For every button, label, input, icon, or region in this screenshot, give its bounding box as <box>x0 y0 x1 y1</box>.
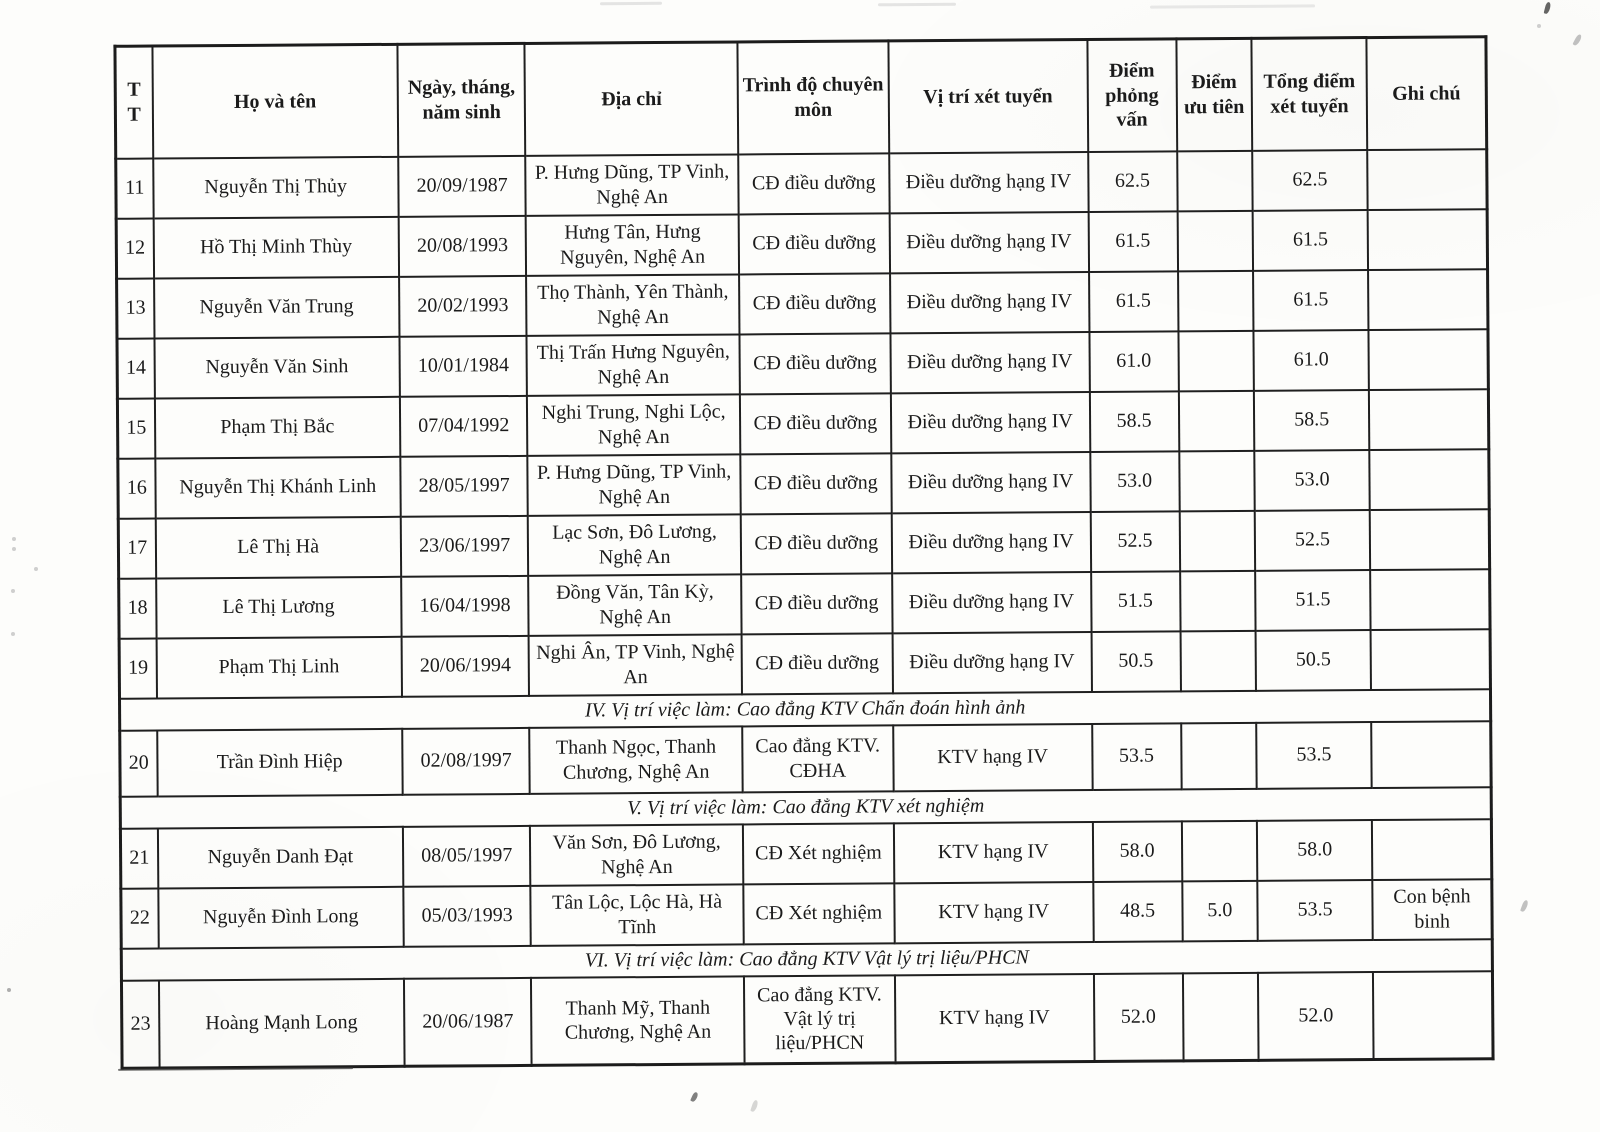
cell-priority-score <box>1181 722 1257 789</box>
table-row <box>118 449 1489 519</box>
cell-name: Trần Đình Hiệp <box>157 728 403 796</box>
scan-artifact <box>600 2 662 6</box>
cell-position: KTV hạng IV <box>893 723 1092 790</box>
table-row <box>116 149 1487 219</box>
cell-interview-score: 61.0 <box>1089 331 1179 392</box>
cell-total-score: 53.0 <box>1254 450 1370 511</box>
table-row <box>116 209 1487 279</box>
scan-artifact <box>12 547 16 551</box>
cell-tt: 22 <box>121 888 158 948</box>
cell-priority-score <box>1180 630 1256 691</box>
column-header-dob: Ngày, tháng, năm sinh <box>397 43 525 156</box>
cell-note <box>1367 149 1487 210</box>
section-header-label: VI. Vị trí việc làm: Cao đẳng KTV Vật lý trị liệu/PHCN <box>121 939 1492 981</box>
scan-artifact <box>12 537 16 541</box>
cell-tt: 18 <box>119 578 156 638</box>
cell-position: Điều dưỡng hạng IV <box>891 392 1090 453</box>
cell-address: Thọ Thành, Yên Thành, Nghệ An <box>526 274 739 335</box>
table-row <box>119 569 1490 639</box>
cell-priority-score <box>1178 390 1254 451</box>
cell-total-score: 61.5 <box>1253 210 1369 271</box>
cell-degree: CĐ điều dưỡng <box>741 633 892 694</box>
cell-dob: 10/01/1984 <box>399 335 527 396</box>
cell-address: Hưng Tân, Hưng Nguyên, Nghệ An <box>526 214 739 275</box>
candidate-results-table <box>113 35 1494 1070</box>
cell-tt: 21 <box>120 828 157 888</box>
cell-name: Hồ Thị Minh Thùy <box>153 216 399 278</box>
table-row <box>120 721 1491 797</box>
cell-tt: 14 <box>117 338 154 398</box>
cell-priority-score <box>1183 972 1259 1061</box>
cell-position: Điều dưỡng hạng IV <box>889 152 1088 213</box>
cell-name: Nguyễn Văn Trung <box>154 276 400 338</box>
cell-priority-score <box>1178 330 1254 391</box>
scan-artifact <box>750 1100 758 1113</box>
scan-artifact <box>7 988 11 992</box>
scan-artifact <box>1150 4 1315 8</box>
cell-name: Phạm Thị Bắc <box>154 396 400 458</box>
cell-dob: 02/08/1997 <box>402 727 530 794</box>
cell-address: P. Hưng Dũng, TP Vinh, Nghệ An <box>528 454 741 515</box>
cell-interview-score: 53.0 <box>1090 451 1180 512</box>
cell-degree: CĐ điều dưỡng <box>738 153 889 214</box>
cell-position: Điều dưỡng hạng IV <box>892 631 1091 692</box>
cell-note <box>1369 449 1489 510</box>
scan-artifact <box>1544 2 1552 15</box>
cell-total-score: 62.5 <box>1252 150 1368 211</box>
cell-priority-score <box>1179 510 1255 571</box>
cell-position: Điều dưỡng hạng IV <box>891 512 1090 573</box>
scan-artifact <box>11 632 15 636</box>
cell-name: Hoàng Mạnh Long <box>158 978 404 1068</box>
cell-degree: Cao đẳng KTV. CĐHA <box>742 725 893 792</box>
cell-dob: 20/08/1993 <box>399 215 527 276</box>
column-header-address: Địa chỉ <box>525 42 738 155</box>
column-header-tt: TT <box>115 46 153 158</box>
table-row <box>117 389 1488 459</box>
cell-position: Điều dưỡng hạng IV <box>890 332 1089 393</box>
cell-priority-score: 5.0 <box>1182 880 1258 941</box>
cell-interview-score: 62.5 <box>1088 151 1178 212</box>
table-row <box>118 509 1489 579</box>
cell-degree: CĐ điều dưỡng <box>741 573 892 634</box>
cell-address: Đồng Văn, Tân Kỳ, Nghệ An <box>529 574 742 635</box>
cell-note <box>1369 389 1489 450</box>
cell-address: Văn Sơn, Đô Lương, Nghệ An <box>530 824 743 885</box>
cell-tt: 15 <box>117 398 154 458</box>
cell-position: KTV hạng IV <box>894 821 1093 882</box>
scan-artifact <box>690 1091 699 1102</box>
cell-tt: 23 <box>121 980 159 1068</box>
cell-address: Nghi Trung, Nghi Lộc, Nghệ An <box>527 394 740 455</box>
cell-priority-score <box>1181 820 1257 881</box>
table-header-row <box>115 37 1487 159</box>
cell-dob: 16/04/1998 <box>401 575 529 636</box>
cell-dob: 23/06/1997 <box>401 515 529 576</box>
cell-total-score: 61.0 <box>1253 330 1369 391</box>
cell-interview-score: 61.5 <box>1089 271 1179 332</box>
cell-note <box>1369 329 1489 390</box>
cell-tt: 11 <box>116 158 153 218</box>
table-row <box>119 629 1490 699</box>
cell-position: Điều dưỡng hạng IV <box>889 212 1088 273</box>
cell-tt: 12 <box>116 218 153 278</box>
cell-dob: 05/03/1993 <box>403 885 531 946</box>
cell-position: Điều dưỡng hạng IV <box>892 571 1091 632</box>
cell-name: Nguyễn Văn Sinh <box>154 336 400 398</box>
cell-name: Phạm Thị Linh <box>156 636 402 698</box>
cell-address: Thị Trấn Hưng Nguyên, Nghệ An <box>527 334 740 395</box>
column-header-priority-score: Điểm ưu tiên <box>1176 38 1252 151</box>
cell-interview-score: 61.5 <box>1088 211 1178 272</box>
cell-note <box>1368 269 1488 330</box>
cell-position: KTV hạng IV <box>894 881 1093 942</box>
table-row <box>121 879 1492 949</box>
scan-artifact <box>878 3 956 7</box>
table-row <box>121 971 1493 1069</box>
scan-artifact <box>34 567 38 571</box>
cell-note: Con bệnh binh <box>1372 879 1492 940</box>
cell-priority-score <box>1179 450 1255 511</box>
cell-note <box>1368 209 1488 270</box>
cell-dob: 20/09/1987 <box>398 155 526 216</box>
cell-interview-score: 48.5 <box>1093 881 1183 942</box>
column-header-interview-score: Điểm phỏng vấn <box>1087 39 1177 152</box>
cell-position: KTV hạng IV <box>895 973 1094 1062</box>
scan-artifact <box>1572 34 1582 47</box>
column-header-total-score: Tổng điểm xét tuyển <box>1251 38 1367 151</box>
cell-name: Nguyễn Đình Long <box>158 886 404 948</box>
cell-address: Thanh Ngọc, Thanh Chương, Nghệ An <box>530 726 743 793</box>
cell-dob: 20/06/1987 <box>404 977 532 1066</box>
cell-degree: CĐ điều dưỡng <box>740 393 891 454</box>
cell-priority-score <box>1177 210 1253 271</box>
cell-degree: CĐ điều dưỡng <box>739 213 890 274</box>
cell-note <box>1370 569 1490 630</box>
cell-address: Thanh Mỹ, Thanh Chương, Nghệ An <box>531 976 744 1065</box>
cell-name: Nguyễn Danh Đạt <box>157 826 403 888</box>
cell-total-score: 52.0 <box>1258 972 1374 1061</box>
cell-name: Nguyễn Thị Thủy <box>153 156 399 218</box>
cell-dob: 28/05/1997 <box>400 455 528 516</box>
cell-position: Điều dưỡng hạng IV <box>891 452 1090 513</box>
cell-note <box>1372 819 1492 880</box>
cell-address: Tân Lộc, Lộc Hà, Hà Tĩnh <box>531 884 744 945</box>
column-header-note: Ghi chú <box>1367 37 1487 150</box>
cell-address: Lạc Sơn, Đô Lương, Nghệ An <box>528 514 741 575</box>
cell-degree: CĐ điều dưỡng <box>739 273 890 334</box>
cell-interview-score: 51.5 <box>1091 571 1181 632</box>
cell-total-score: 51.5 <box>1255 570 1371 631</box>
cell-total-score: 53.5 <box>1256 722 1372 789</box>
cell-total-score: 58.0 <box>1257 820 1373 881</box>
table-row <box>117 269 1488 339</box>
cell-total-score: 58.5 <box>1254 390 1370 451</box>
cell-address: P. Hưng Dũng, TP Vinh, Nghệ An <box>526 154 739 215</box>
cell-priority-score <box>1177 150 1253 211</box>
cell-note <box>1370 509 1490 570</box>
cell-dob: 20/06/1994 <box>401 635 529 696</box>
cell-total-score: 52.5 <box>1255 510 1371 571</box>
cell-degree: CĐ điều dưỡng <box>740 453 891 514</box>
cell-degree: Cao đẳng KTV. Vật lý trị liệu/PHCN <box>744 975 895 1064</box>
scan-artifact <box>11 589 15 593</box>
cell-name: Nguyễn Thị Khánh Linh <box>155 456 401 518</box>
cell-total-score: 53.5 <box>1257 880 1373 941</box>
section-header-label: V. Vị trí việc làm: Cao đẳng KTV xét nghiệm <box>120 787 1491 829</box>
section-header-label: IV. Vị trí việc làm: Cao đẳng KTV Chẩn đoán hình ảnh <box>120 689 1491 731</box>
cell-degree: CĐ điều dưỡng <box>741 513 892 574</box>
cell-priority-score <box>1180 570 1256 631</box>
cell-interview-score: 50.5 <box>1091 631 1181 692</box>
cell-tt: 17 <box>118 518 155 578</box>
table-row <box>120 819 1491 889</box>
cell-position: Điều dưỡng hạng IV <box>890 272 1089 333</box>
cell-dob: 07/04/1992 <box>400 395 528 456</box>
scan-artifact <box>1520 900 1529 913</box>
column-header-name: Họ và tên <box>152 44 398 158</box>
cell-dob: 20/02/1993 <box>399 275 527 336</box>
cell-total-score: 50.5 <box>1256 630 1372 691</box>
scan-artifact <box>1537 24 1541 28</box>
cell-degree: CĐ Xét nghiệm <box>743 883 894 944</box>
cell-tt: 20 <box>120 730 157 796</box>
cell-tt: 13 <box>117 278 154 338</box>
cell-address: Nghi Ân, TP Vinh, Nghệ An <box>529 634 742 695</box>
cell-note <box>1373 971 1493 1060</box>
table-row <box>117 329 1488 399</box>
cell-name: Lê Thị Hà <box>155 516 401 578</box>
cell-note <box>1371 629 1491 690</box>
cell-priority-score <box>1178 270 1254 331</box>
column-header-position: Vị trí xét tuyển <box>888 40 1088 153</box>
cell-degree: CĐ điều dưỡng <box>739 333 890 394</box>
cell-tt: 19 <box>119 638 156 698</box>
cell-interview-score: 52.0 <box>1093 973 1183 1062</box>
cell-interview-score: 58.0 <box>1092 821 1182 882</box>
cell-interview-score: 58.5 <box>1089 391 1179 452</box>
cell-name: Lê Thị Lương <box>156 576 402 638</box>
candidate-results-table-wrap <box>113 35 1494 1070</box>
cell-interview-score: 52.5 <box>1090 511 1180 572</box>
cell-total-score: 61.5 <box>1253 270 1369 331</box>
cell-note <box>1371 721 1491 788</box>
cell-dob: 08/05/1997 <box>403 825 531 886</box>
cell-interview-score: 53.5 <box>1092 723 1182 790</box>
column-header-degree: Trình độ chuyên môn <box>737 41 889 154</box>
cell-tt: 16 <box>118 458 155 518</box>
cell-degree: CĐ Xét nghiệm <box>743 823 894 884</box>
